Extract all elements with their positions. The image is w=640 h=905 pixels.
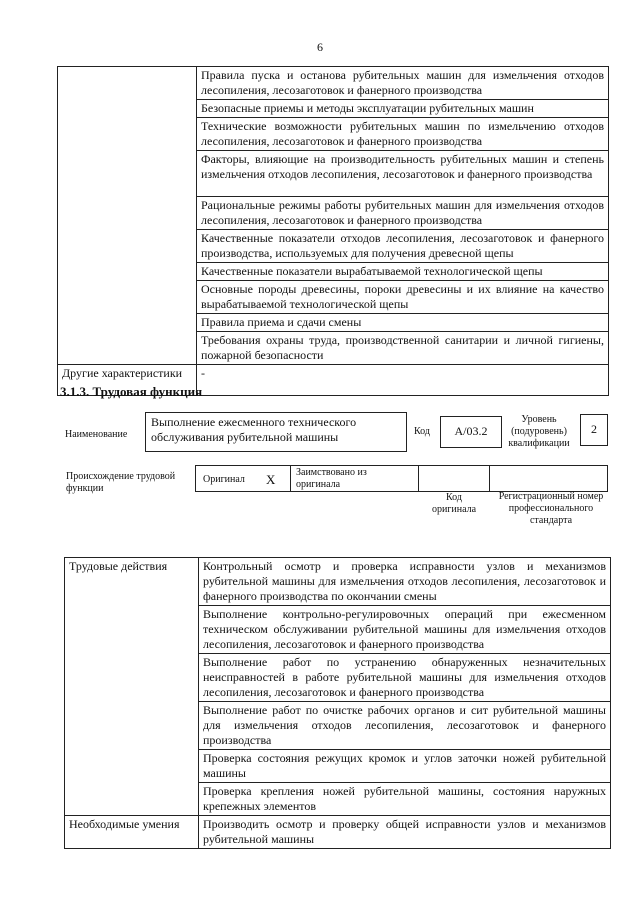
origin-divider-2 [418,465,419,492]
labor-actions-label: Трудовые действия [65,558,199,816]
code-value: A/03.2 [454,424,488,438]
knowledge-row: Безопасные приемы и методы эксплуатации рубительных машин [197,100,609,118]
labor-action-row: Проверка крепления ножей рубительной машины, состояния наружных крепежных элементов [199,783,611,816]
origin-table [195,465,608,492]
borrowed-label: Заимствовано из оригинала [296,467,367,490]
labor-action-row: Проверка состояния режущих кромок и углов заточки ножей рубительной машины [199,750,611,783]
knowledge-row: Факторы, влияющие на производительность рубительных машин и степень измельчения отходов лесопиления, лесозаготовок и фанерного производства [197,151,609,197]
registration-number-caption: Регистрационный номер профессионального стандарта [498,491,604,526]
labor-action-row: Выполнение работ по устранению обнаруженных незначительных неисправностей в работе рубительной машины для измельчения отходов лесопиления, лесозаготовок и фанерного производства [199,654,611,702]
knowledge-row: Рациональные режимы работы рубительных машин для измельчения отходов лесопиления, лесозаготовок и фанерного производства [197,197,609,230]
level-label: Уровень (подуровень) квалификации [508,414,570,449]
name-label: Наименование [65,429,128,440]
skills-label: Необходимые умения [65,816,199,849]
original-label: Оригинал [203,474,245,485]
code-label: Код [414,426,430,437]
knowledge-row: Правила пуска и останова рубительных машин для измельчения отходов лесопиления, лесозаготовок и фанерного производства [197,67,609,100]
other-characteristics-label: Другие характеристики [58,365,197,396]
knowledge-row: Требования охраны труда, производственной санитарии и личной гигиены, пожарной безопасности [197,332,609,365]
page-number: 6 [317,40,323,54]
knowledge-table [57,66,609,396]
function-name-value: Выполнение ежесменного технического обслуживания рубительной машины [151,415,357,444]
original-code-caption: Код оригинала [431,492,477,515]
knowledge-row: Правила приема и сдачи смены [197,314,609,332]
level-value: 2 [591,422,597,436]
origin-label: Происхождение трудовой функции [66,471,176,494]
knowledge-row: Технические возможности рубительных машин по измельчению отходов лесопиления, лесозаготовок и фанерного производства [197,118,609,151]
knowledge-row: Качественные показатели вырабатываемой технологической щепы [197,263,609,281]
skill-row: Производить осмотр и проверку общей исправности узлов и механизмов рубительной машины [199,816,611,849]
labor-action-row: Выполнение работ по очистке рабочих органов и сит рубительной машины для измельчения отходов лесопиления, лесозаготовок и фанерного производства [199,702,611,750]
section-title: 3.1.3. Трудовая функция [60,384,203,399]
labor-action-row: Контрольный осмотр и проверка исправности узлов и механизмов рубительной машины для измельчения отходов лесопиления, лесозаготовок и фанерного производства по окончании смены [199,558,611,606]
knowledge-label-cell [58,67,197,365]
labor-actions-table [64,557,611,849]
other-characteristics-value: - [197,365,609,396]
knowledge-row: Качественные показатели отходов лесопиления, лесозаготовок и фанерного производства, используемых для получения древесной щепы [197,230,609,263]
original-mark: X [266,472,276,487]
origin-divider-1 [290,465,291,492]
labor-action-row: Выполнение контрольно-регулировочных операций при ежесменном техническом обслуживании рубительной машины для измельчения отходов лесопиления, лесозаготовок и фанерного производства [199,606,611,654]
knowledge-row: Основные породы древесины, пороки древесины и их влияние на качество вырабатываемой технологической щепы [197,281,609,314]
origin-divider-3 [489,465,490,492]
